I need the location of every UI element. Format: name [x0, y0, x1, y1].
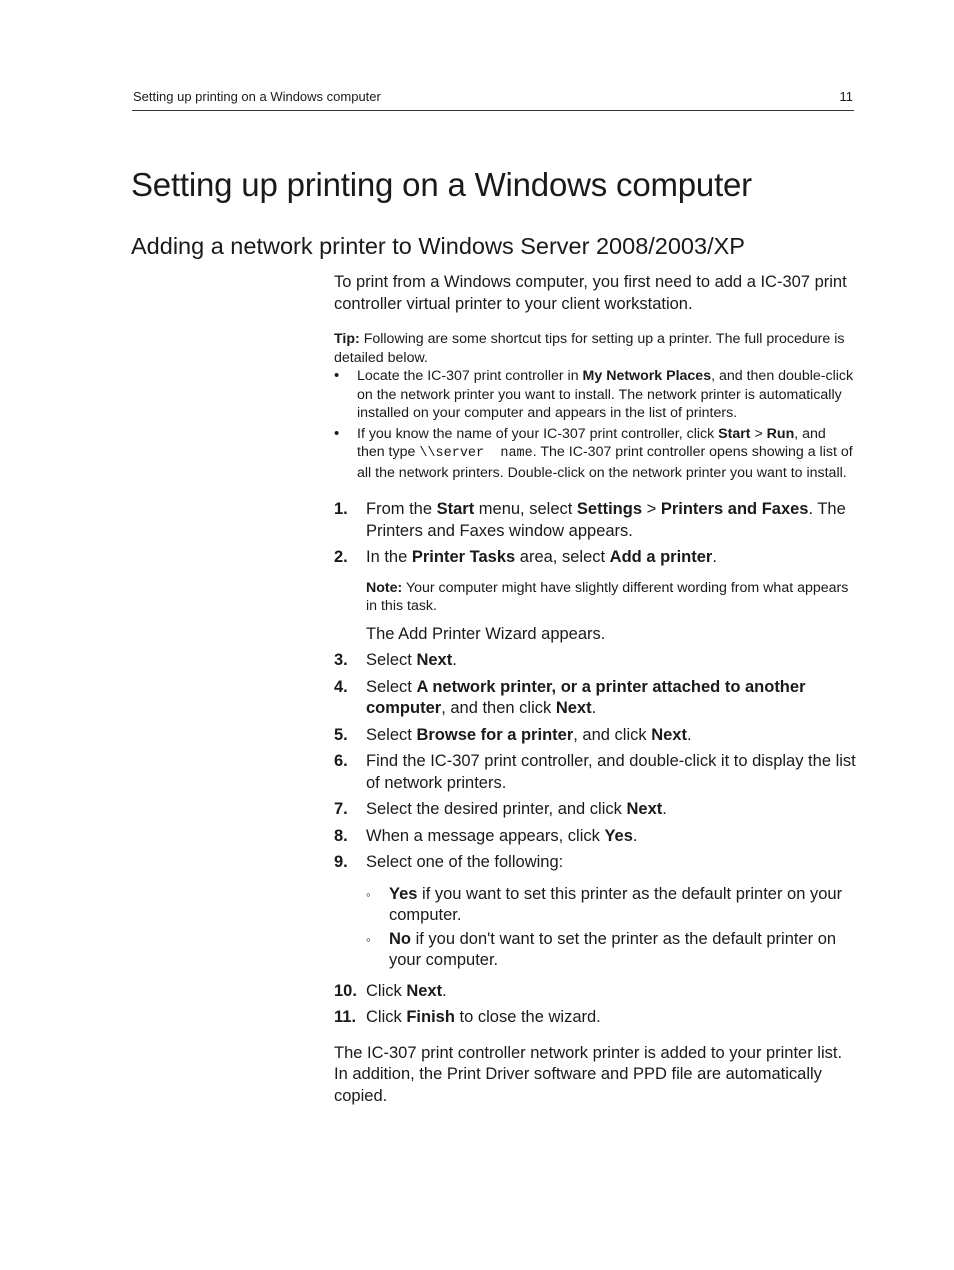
list-item: • Locate the IC-307 print controller in My Network Places, and then double-click on the network printer you want to install. The network printer is automatically installed on your computer and appears in the list of printers.: [334, 367, 856, 423]
step-item: 6. Find the IC-307 print controller, and double-click it to display the list of network printers.: [334, 752, 856, 792]
running-header: [132, 88, 854, 111]
section-title: Adding a network printer to Windows Server 2008/2003/XP: [131, 233, 745, 259]
note-paragraph: Note: Your computer might have slightly different wording from what appears in this task.: [366, 579, 849, 614]
step-item: 8. When a message appears, click Yes.: [334, 826, 638, 845]
server-name-code: \\server name: [419, 446, 533, 461]
page-number: 11: [839, 89, 853, 104]
step-item: 10. Click Next.: [334, 981, 447, 1000]
step-item: 4. Select A network printer, or a printer attached to another computer, and then click Next.: [334, 677, 806, 717]
step-item: 11. Click Finish to close the wizard.: [334, 1008, 601, 1026]
step-item: 3. Select Next.: [334, 651, 457, 669]
step-item: 7. Select the desired printer, and click Next.: [334, 800, 667, 818]
step-result: The Add Printer Wizard appears.: [366, 624, 606, 643]
outro-paragraph: The IC-307 print controller network printer is added to your printer list. In addition, the Print Driver software and PPD file are automatically copied.: [334, 1043, 843, 1105]
intro-paragraph: To print from a Windows computer, you first need to add a IC-307 print controller virtual printer to your client workstation.: [334, 273, 847, 313]
tip-paragraph: Tip: Following are some shortcut tips for setting up a printer. The full procedure is detailed below.: [334, 331, 845, 366]
option-list: [366, 884, 856, 972]
step-item: 5. Select Browse for a printer, and click Next.: [334, 725, 692, 744]
list-item: • If you know the name of your IC-307 print controller, click Start > Run, and then type \\server name. The IC-307 print controller opens showing a list of all the network printers. Double-click on the network printer you want to install.: [334, 425, 856, 483]
list-item: ◦ No if you don't want to set the printer as the default printer on your computer.: [366, 929, 856, 972]
page-title: Setting up printing on a Windows computer: [131, 166, 752, 203]
running-title: Setting up printing on a Windows computer: [133, 89, 381, 104]
tip-list: [334, 367, 856, 482]
tip-label: Tip:: [334, 331, 360, 347]
procedure-steps: [334, 499, 856, 1029]
step-item: 1. From the Start menu, select Settings > Printers and Faxes. The Printers and Faxes window appears.: [334, 500, 846, 540]
body-content: [334, 272, 856, 1107]
list-item: ◦ Yes if you want to set this printer as the default printer on your computer.: [366, 884, 856, 927]
step-item: 9. Select one of the following: ◦ Yes if you want to set this printer as the default printer on your computer. ◦ No if you don't want to set the printer as the default printer on your computer.: [334, 852, 856, 972]
step-item: 2. In the Printer Tasks area, select Add a printer. Note: Your computer might have slightly different wording from what appears in this task. The Add Printer Wizard appears.: [334, 547, 856, 645]
